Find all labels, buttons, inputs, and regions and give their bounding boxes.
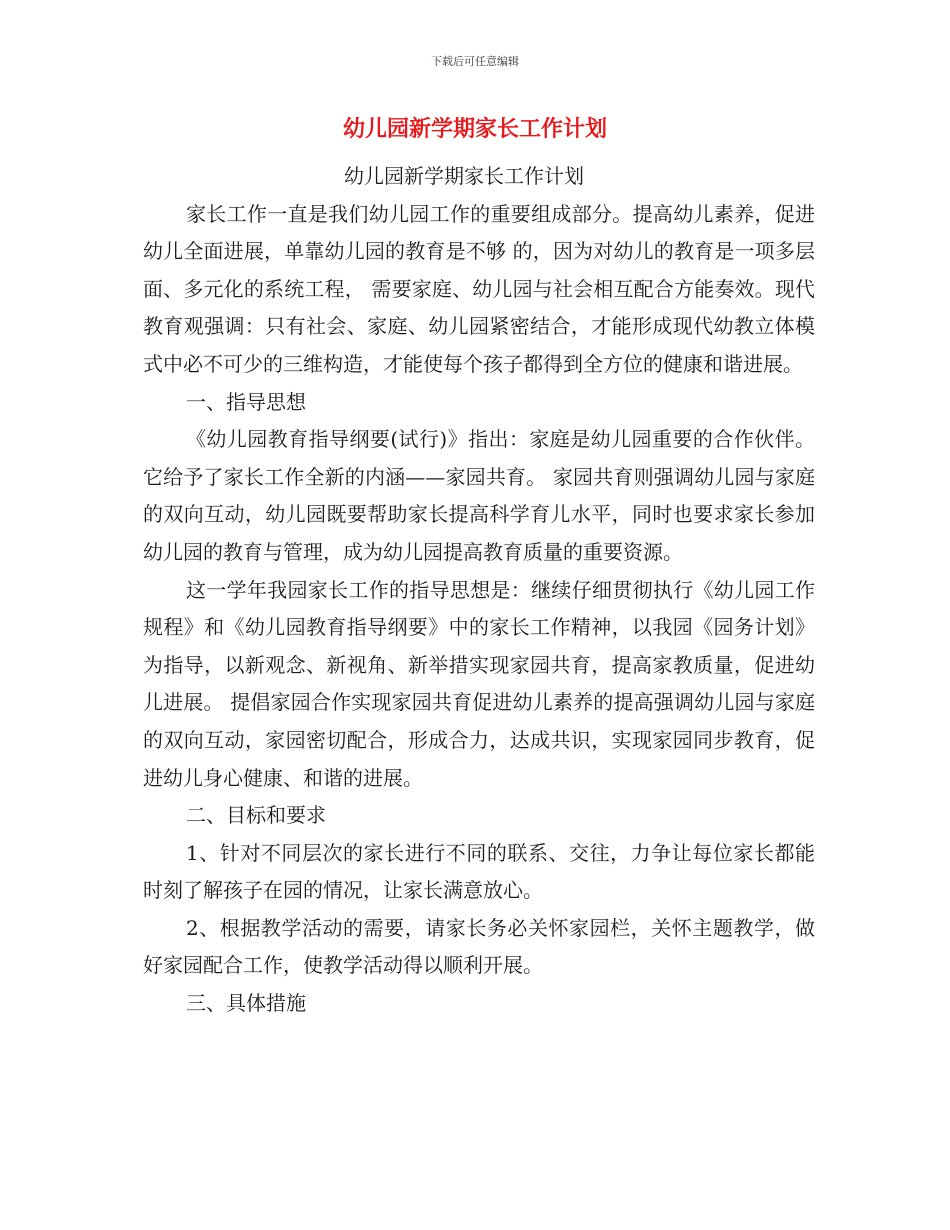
document-title: 幼儿园新学期家长工作计划 <box>342 117 607 142</box>
section-heading-guiding-thought: 一、指导思想 <box>186 389 306 414</box>
guiding-thought-paragraph-2: 这一学年我园家长工作的指导思想是：继续仔细贯彻执行《幼儿园工作规程》和《幼儿园教育指导纲要》中的家长工作精神，以我园《园务计划》为指导，以新观念、新视角、新举措实现家园共育，提高家教质量，促进幼儿进展。 提倡家园合作实现家园共育促进幼儿素养的提高强调幼儿园与家庭的双向互动，家园密切配合，形成合力，达成共识，实现家园同步教育，促进幼儿身心健康、和谐的进展。 <box>143 577 815 790</box>
guiding-thought-paragraph-1: 《幼儿园教育指导纲要(试行)》指出：家庭是幼儿园重要的合作伙伴。它给予了家长工作全新的内涵——家园共育。 家园共育则强调幼儿园与家庭的双向互动，幼儿园既要帮助家长提高科学育儿水平，同时也要求家长参加幼儿园的教育与管理，成为幼儿园提高教育质量的重要资源。 <box>143 427 815 564</box>
document-subtitle: 幼儿园新学期家长工作计划 <box>344 164 584 188</box>
section-heading-measures: 三、具体措施 <box>186 991 306 1016</box>
goals-item-1: 1、针对不同层次的家长进行不同的联系、交往，力争让每位家长都能时刻了解孩子在园的情况，让家长满意放心。 <box>143 840 815 903</box>
document-body <box>143 158 815 1023</box>
intro-paragraph: 家长工作一直是我们幼儿园工作的重要组成部分。提高幼儿素养，促进幼儿全面进展，单靠幼儿园的教育是不够 的，因为对幼儿的教育是一项多层面、多元化的系统工程， 需要家庭、幼儿园与社会相互配合方能奏效。现代教育观强调：只有社会、家庭、幼儿园紧密结合，才能形成现代幼教立体模式中必不可少的三维构造，才能使每个孩子都得到全方位的健康和谐进展。 <box>143 201 815 376</box>
page-header-note: 下载后可任意编辑 <box>431 55 519 68</box>
goals-item-2: 2、根据教学活动的需要，请家长务必关怀家园栏，关怀主题教学，做好家园配合工作，使教学活动得以顺利开展。 <box>143 915 815 978</box>
section-heading-goals: 二、目标和要求 <box>186 803 326 828</box>
